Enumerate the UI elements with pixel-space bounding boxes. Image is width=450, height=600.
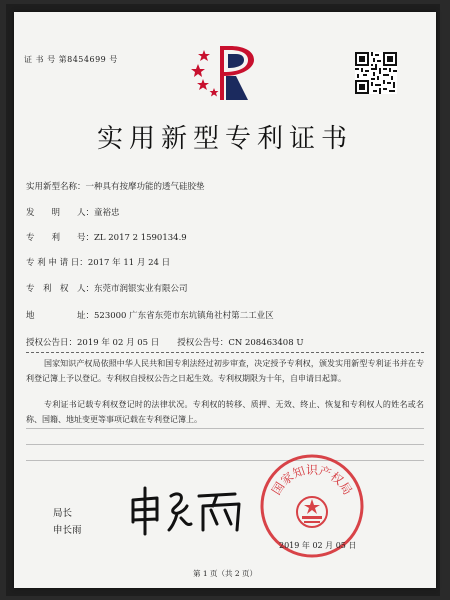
field-grant-date: [26, 336, 304, 348]
grant-notice-label: 授权公告号：: [177, 338, 229, 348]
paragraph-grant-decision: 国家知识产权局依照中华人民共和国专利法经过初步审查，决定授予专利权，颁发实用新型专利证书并在专利登记簿上予以登记。专利权自授权公告之日起生效。专利权期限为十年，自申请日起算。: [26, 359, 424, 383]
field-value: 2017 年 11 月 24 日: [87, 258, 171, 268]
director-title: 局长: [53, 508, 73, 519]
director-signature-icon: [125, 480, 255, 540]
field-patent-number: [26, 231, 187, 243]
field-utility-model-name: [26, 180, 205, 192]
field-address: [26, 309, 274, 321]
certificate-title: 实用新型专利证书: [96, 124, 353, 154]
field-value: 东莞市润银实业有限公司: [94, 284, 188, 294]
paragraph-legal-status: 专利证书记载专利权登记时的法律状况。专利权的转移、质押、无效、终止、恢复和专利权人的姓名或名称、国籍、地址变更等事项记载在专利登记簿上。: [26, 400, 424, 424]
field-value: ZL 2017 2 1590134.9: [94, 233, 187, 243]
field-application-date: [26, 256, 170, 268]
qr-code-icon: [355, 52, 397, 94]
certificate-number: 证 书 号 第8454699 号: [24, 55, 118, 64]
field-label: 专 利 申 请 日：: [26, 258, 88, 268]
page-footer: 第 1 页（共 2 页）: [192, 569, 258, 578]
field-label: 授权公告日：: [26, 338, 78, 348]
patent-office-emblem-icon: [190, 42, 260, 104]
field-label: 实用新型名称：: [26, 182, 86, 192]
seal-date: 2019 年 02 月 05 日: [279, 541, 357, 550]
field-label: 发 明 人：: [26, 208, 95, 218]
field-label: 专 利 号：: [26, 233, 95, 243]
field-value: 2019 年 02 月 05 日: [77, 338, 160, 348]
field-label: 专 利 权 人：: [26, 284, 95, 294]
field-inventor: [26, 206, 120, 218]
section-divider: [26, 352, 424, 353]
director-name: 申长雨: [53, 525, 82, 536]
seal-text: 国家知识产权局: [269, 463, 355, 498]
field-patentee: [26, 282, 188, 294]
field-value: 童裕忠: [94, 208, 120, 218]
field-value: 523000 广东省东莞市东坑镇角社村第二工业区: [94, 311, 274, 321]
grant-notice-value: CN 208463408 U: [228, 338, 304, 348]
field-label: 地 址：: [26, 311, 95, 321]
field-value: 一种具有按摩功能的透气硅胶垫: [85, 182, 205, 192]
